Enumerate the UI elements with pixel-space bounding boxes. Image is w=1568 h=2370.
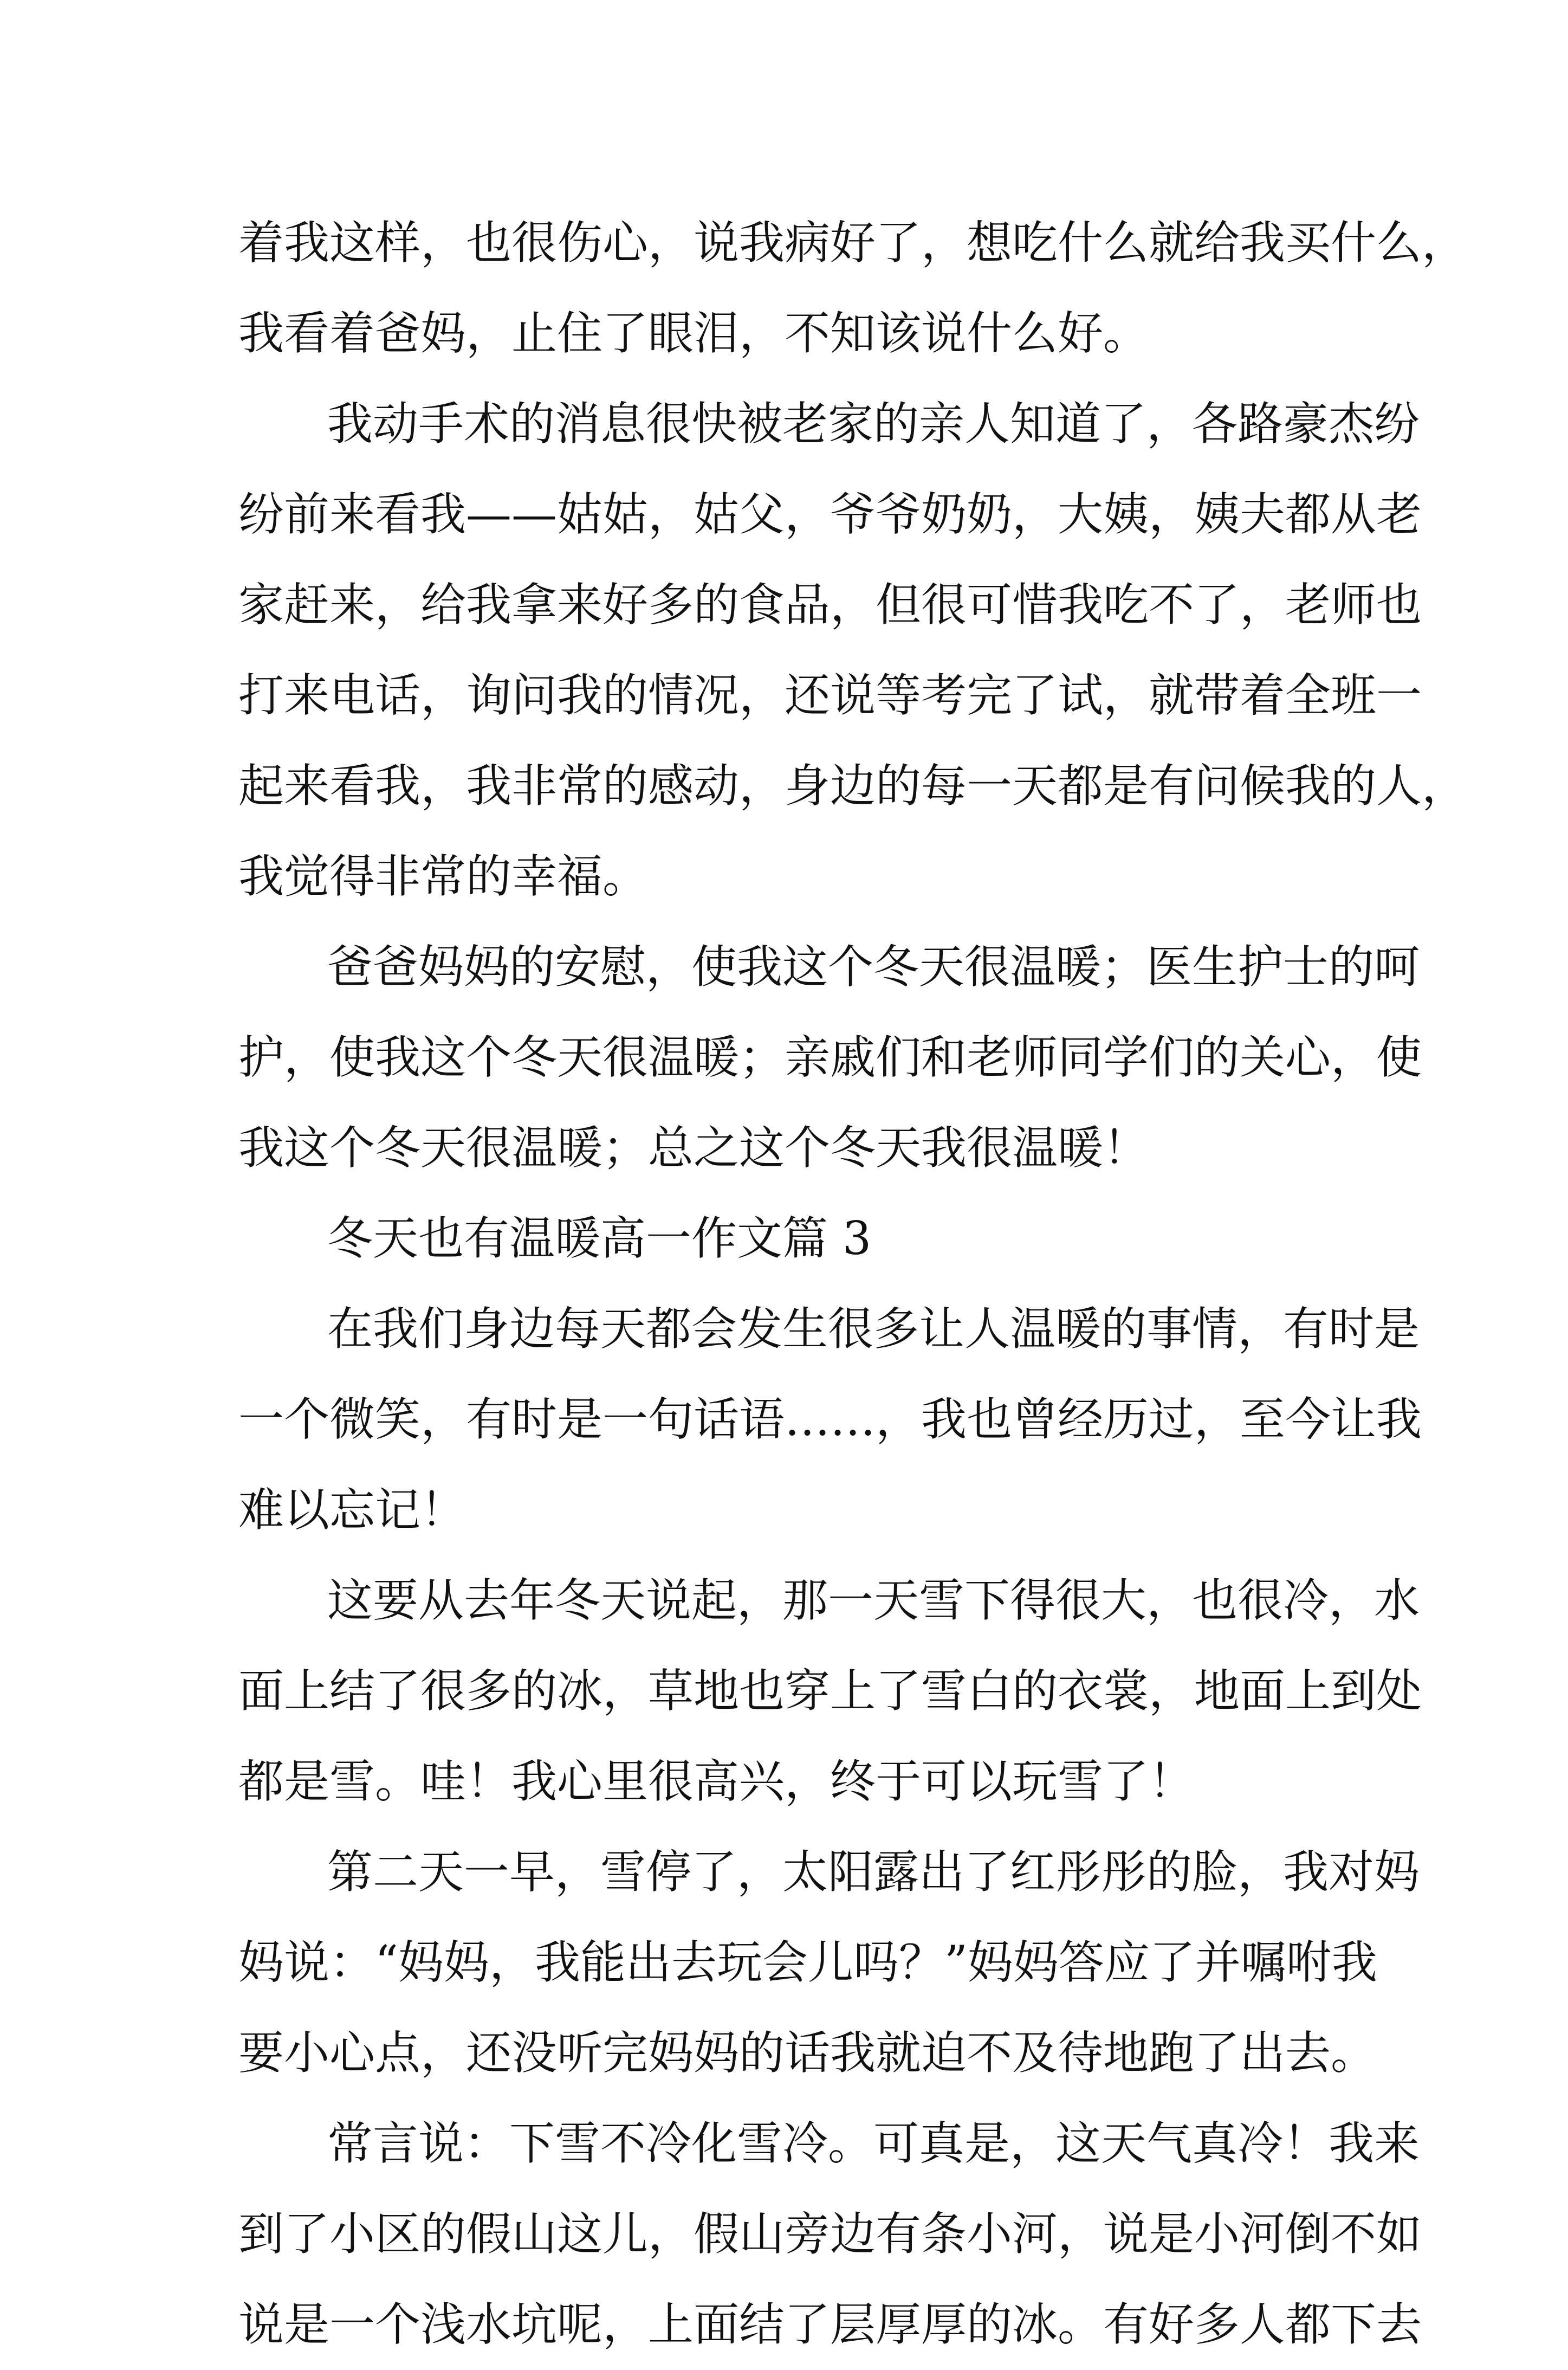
text-line: 爸爸妈妈的安慰，使我这个冬天很温暖；医生护士的呵: [327, 940, 1420, 993]
text-line: 都是雪。哇！我心里很高兴，终于可以玩雪了！: [238, 1755, 1195, 1808]
text-line: 我动手术的消息很快被老家的亲人知道了，各路豪杰纷: [327, 397, 1420, 450]
text-line: 要小心点，还没听完妈妈的话我就迫不及待地跑了出去。: [238, 2026, 1377, 2080]
text-line: 常言说：下雪不冷化雪冷。可真是，这天气真冷！我来: [327, 2117, 1420, 2170]
text-line: 面上结了很多的冰，草地也穿上了雪白的衣裳，地面上到处: [238, 1664, 1422, 1717]
text-line: 我觉得非常的幸福。: [238, 850, 649, 903]
text-line: 打来电话，询问我的情况，还说等考完了试，就带着全班一: [238, 669, 1422, 722]
text-line: 起来看我，我非常的感动，身边的每一天都是有问候我的人，: [238, 759, 1468, 812]
text-line: 这要从去年冬天说起，那一天雪下得很大，也很冷，水: [327, 1574, 1420, 1627]
text-line: 说是一个浅水坑呢，上面结了层厚厚的冰。有好多人都下去: [238, 2298, 1422, 2351]
text-line: 护，使我这个冬天很温暖；亲戚们和老师同学们的关心，使: [238, 1031, 1422, 1084]
text-line: 在我们身边每天都会发生很多让人温暖的事情，有时是: [327, 1302, 1420, 1355]
text-line: 到了小区的假山这儿，假山旁边有条小河，说是小河倒不如: [238, 2207, 1422, 2261]
text-line: 一个微笑，有时是一句话语……，我也曾经历过，至今让我: [238, 1393, 1422, 1446]
text-line: 第二天一早，雪停了，太阳露出了红彤彤的脸，我对妈: [327, 1845, 1420, 1898]
text-line: 家赶来，给我拿来好多的食品，但很可惜我吃不了，老师也: [238, 578, 1422, 631]
text-line: 难以忘记！: [238, 1483, 466, 1536]
text-line: 我看着爸妈，止住了眼泪，不知该说什么好。: [238, 307, 1149, 360]
text-line: 我这个冬天很温暖；总之这个冬天我很温暖！: [238, 1121, 1149, 1174]
text-line: 纷前来看我——姑姑，姑父，爷爷奶奶，大姨，姨夫都从老: [238, 488, 1422, 541]
text-line: 妈说：“妈妈，我能出去玩会儿吗？”妈妈答应了并嘱咐我: [238, 1936, 1377, 1989]
section-heading: 冬天也有温暖高一作文篇 3: [327, 1212, 872, 1265]
article-body: [238, 198, 1468, 2370]
text-line: 着我这样，也很伤心，说我病好了，想吃什么就给我买什么，: [238, 216, 1468, 269]
